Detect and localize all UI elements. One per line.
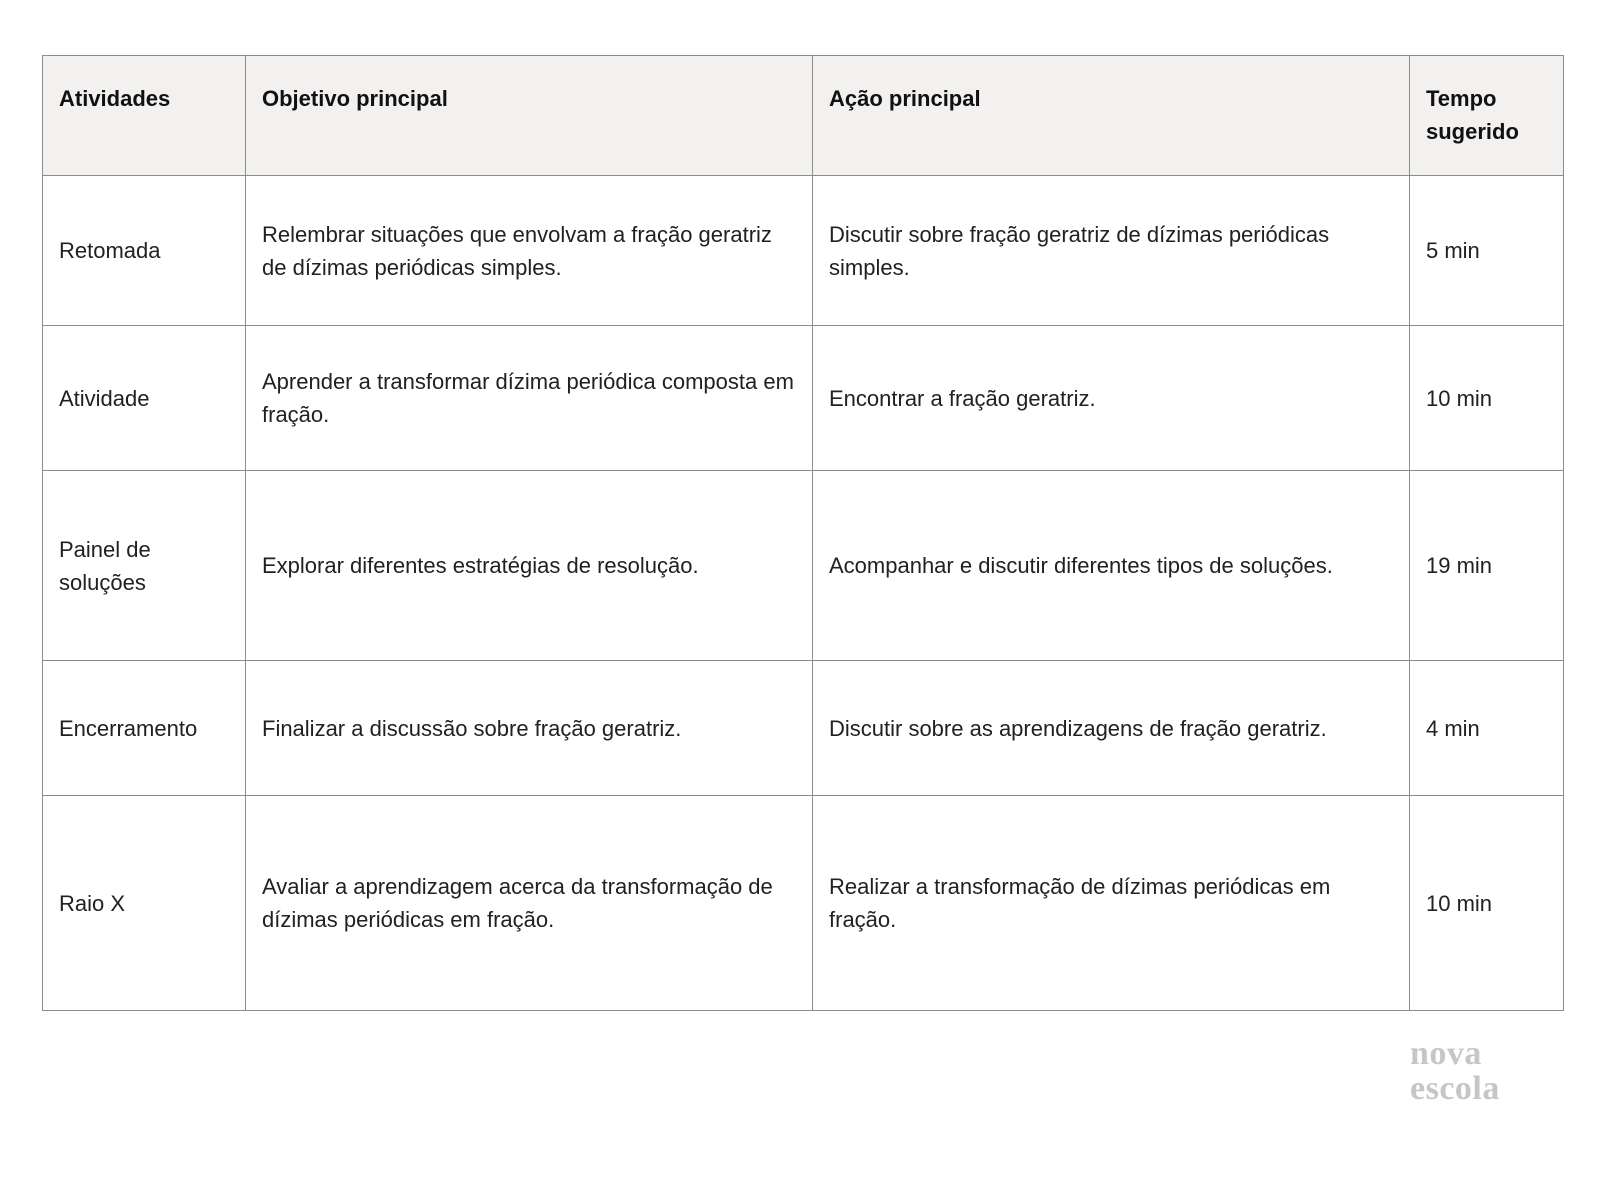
column-header-atividades: Atividades (43, 56, 246, 176)
time-cell: 4 min (1410, 661, 1564, 796)
action-cell: Acompanhar e discutir diferentes tipos de soluções. (813, 471, 1410, 661)
action-cell: Realizar a transformação de dízimas periódicas em fração. (813, 796, 1410, 1011)
time-cell: 19 min (1410, 471, 1564, 661)
logo-line-nova: nova (1410, 1035, 1482, 1072)
table-header-row (43, 56, 1564, 176)
action-cell: Encontrar a fração geratriz. (813, 326, 1410, 471)
activity-cell: Retomada (43, 176, 246, 326)
objective-cell: Relembrar situações que envolvam a fração geratriz de dízimas periódicas simples. (246, 176, 813, 326)
column-header-acao-principal: Ação principal (813, 56, 1410, 176)
column-header-objetivo-principal: Objetivo principal (246, 56, 813, 176)
action-cell: Discutir sobre as aprendizagens de fração geratriz. (813, 661, 1410, 796)
activity-cell: Raio X (43, 796, 246, 1011)
table-row (43, 796, 1564, 1011)
time-cell: 10 min (1410, 796, 1564, 1011)
time-cell: 5 min (1410, 176, 1564, 326)
objective-cell: Explorar diferentes estratégias de resolução. (246, 471, 813, 661)
table-row (43, 176, 1564, 326)
logo-line-escola: escola (1410, 1070, 1500, 1107)
action-cell: Discutir sobre fração geratriz de dízimas periódicas simples. (813, 176, 1410, 326)
table-row (43, 661, 1564, 796)
column-header-tempo-sugerido: Tempo sugerido (1410, 56, 1564, 176)
activity-cell: Encerramento (43, 661, 246, 796)
activity-cell: Atividade (43, 326, 246, 471)
objective-cell: Finalizar a discussão sobre fração geratriz. (246, 661, 813, 796)
time-cell: 10 min (1410, 326, 1564, 471)
table-row (43, 471, 1564, 661)
table-row (43, 326, 1564, 471)
objective-cell: Aprender a transformar dízima periódica composta em fração. (246, 326, 813, 471)
lesson-plan-table (42, 55, 1564, 1011)
objective-cell: Avaliar a aprendizagem acerca da transformação de dízimas periódicas em fração. (246, 796, 813, 1011)
nova-escola-logo (1410, 1036, 1500, 1106)
activity-cell: Painel de soluções (43, 471, 246, 661)
